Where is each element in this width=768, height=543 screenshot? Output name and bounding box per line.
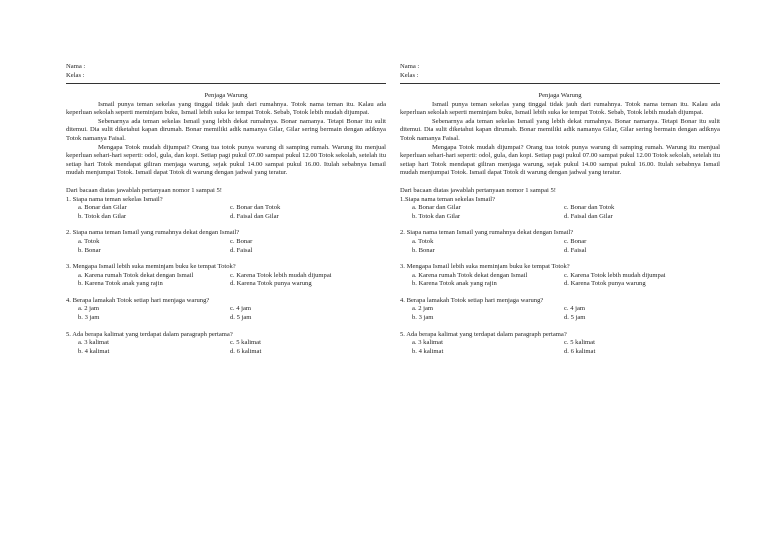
answer-options [66,305,386,322]
question-block [66,263,386,289]
answer-options [66,238,386,255]
header-divider [66,83,386,84]
option-a: a. Totok [412,237,434,245]
question-block [66,196,386,222]
question-block [400,297,720,323]
option-a: a. 2 jam [412,305,434,313]
option-c: c. 5 kalimat [564,339,595,347]
question-text: 3. Mengapa Ismail lebih suka meminjam buku ke tempat Totok? [400,263,570,271]
story-paragraph [66,118,386,144]
header-divider [400,83,720,84]
option-b: b. Totok dan Gilar [412,212,461,220]
story-paragraph [400,101,720,118]
question-text: 1. Siapa nama teman sekelas Ismail? [66,195,163,203]
paragraph-text: Ismail punya teman sekelas yang tinggal tidak jauh dari rumahnya. Totok nama teman itu. Kalau ada keperluan sekolah seperti meminjam buku, Ismail lebih suka ke tempat Totok. Sebab, Totok lebih mudah dijumpai. [400,100,720,117]
option-d: d. Faisal dan Gilar [564,212,613,220]
question-text: 4. Berapa lamakah Totok setiap hari menjaga warung? [400,296,544,304]
question-text: 5. Ada berapa kalimat yang terdapat dalam paragraph pertama? [66,330,233,338]
question-block [400,263,720,289]
option-c: c. Bonar dan Totok [564,204,615,212]
option-a: a. Bonar dan Gilar [78,204,127,212]
question-text: 2. Siapa nama teman Ismail yang rumahnya dekat dengan Ismail? [400,229,574,237]
paragraph-text: Sebenarnya ada teman sekelas Ismail yang lebih dekat rumahnya. Bonar namanya. Tetapi Bonar itu sulit ditemui. Dia sulit diketahui kapan dirumah. Bonar memiliki adik namanya Gilar, Gilar sering bermain dengan adiknya Totok namanya Faisal. [400,117,720,142]
option-d: d. 6 kalimat [230,347,262,355]
question-block [66,229,386,255]
answer-options [66,272,386,289]
answer-options [400,238,720,255]
option-c: c. Bonar dan Totok [230,204,281,212]
option-d: d. Faisal [230,246,253,254]
option-b: b. Karena Totok anak yang rajin [78,280,163,288]
option-d: d. Karena Totok punya warung [564,280,646,288]
option-a: a. Karena rumah Totok dekat dengan Ismail [412,271,528,279]
class-field-label: Kelas : [400,72,419,79]
paragraph-text: Ismail punya teman sekelas yang tinggal tidak jauh dari rumahnya. Totok nama teman itu. Kalau ada keperluan sekolah seperti meminjam buku, Ismail lebih suka ke tempat Totok. Sebab, Totok lebih mudah dijumpai. [66,100,386,117]
question-text: 5. Ada berapa kalimat yang terdapat dalam paragraph pertama? [400,330,567,338]
option-d: d. Faisal [564,246,587,254]
option-b: b. Karena Totok anak yang rajin [412,280,497,288]
option-c: c. 5 kalimat [230,339,261,347]
option-d: d. 5 jam [564,314,586,322]
option-d: d. 6 kalimat [564,347,596,355]
option-a: a. 3 kalimat [412,339,443,347]
question-block [400,229,720,255]
instructions: Dari bacaan diatas jawablah pertanyaan nomor 1 sampai 5! [66,186,222,194]
instructions: Dari bacaan diatas jawablah pertanyaan nomor 1 sampai 5! [400,186,556,194]
paragraph-text: Sebenarnya ada teman sekelas Ismail yang lebih dekat rumahnya. Bonar namanya. Tetapi Bonar itu sulit ditemui. Dia sulit diketahui kapan dirumah. Bonar memiliki adik namanya Gilar, Gilar sering bermain dengan adiknya Totok namanya Faisal. [66,117,386,142]
option-b: b. Totok dan Gilar [78,212,127,220]
option-b: b. 4 kalimat [412,347,444,355]
paragraph-text: Mengapa Totok mudah dijumpai? Orang tua totok punya warung di samping rumah. Warung itu menjual keperluan sehari-hari seperti: odol, gula, dan kopi. Setiap pagi pukul 07.00 sampai pukul 12.00 Totok sekolah, setelah itu setiap hari Totok mendapat giliran menjaga warung, sejak pukul 14.00 sampai pukul 16.00. Itulah sebabnya Ismail mudah menjumpai Totok. Ismail dapat Totok di warung dengan jadwal yang teratur. [400,143,720,177]
class-field-label: Kelas : [66,72,85,79]
answer-options [400,204,720,221]
name-field-label: Nama : [66,63,86,70]
answer-options [400,305,720,322]
option-b: b. 3 jam [78,314,100,322]
question-text: 2. Siapa nama teman Ismail yang rumahnya dekat dengan Ismail? [66,229,240,237]
option-c: c. Bonar [230,237,253,245]
option-a: a. Totok [78,237,100,245]
option-b: b. 3 jam [412,314,434,322]
story-paragraph [66,101,386,118]
story-title: Penjaga Warung [204,92,248,99]
story-paragraph [400,118,720,144]
answer-options [66,204,386,221]
question-block [400,331,720,357]
story-paragraph [66,144,386,178]
answer-options [400,339,720,356]
worksheet-right [400,63,720,364]
story-title: Penjaga Warung [538,92,582,99]
worksheet-left [66,63,386,364]
answer-options [66,339,386,356]
question-block [66,297,386,323]
question-text: 1.Siapa nama teman sekelas Ismail? [400,195,496,203]
option-d: d. 5 jam [230,314,252,322]
option-d: d. Karena Totok punya warung [230,280,312,288]
paragraph-text: Mengapa Totok mudah dijumpai? Orang tua totok punya warung di samping rumah. Warung itu menjual keperluan sehari-hari seperti: odol, gula, dan kopi. Setiap pagi pukul 07.00 sampai pukul 12.00 Totok sekolah, setelah itu setiap hari Totok mendapat giliran menjaga warung, sejak pukul 14.00 sampai pukul 16.00. Itulah sebabnya Ismail mudah menjumpai Totok. Ismail dapat Totok di warung dengan jadwal yang teratur. [66,143,386,177]
option-a: a. 2 jam [78,305,100,313]
option-b: b. Bonar [78,246,101,254]
question-text: 3. Mengapa Ismail lebih suka meminjam buku ke tempat Totok? [66,263,236,271]
option-d: d. Faisal dan Gilar [230,212,279,220]
question-text: 4. Berapa lamakah Totok setiap hari menjaga warung? [66,296,210,304]
option-c: c. Karena Totok lebih mudah dijumpai [230,271,332,279]
option-a: a. 3 kalimat [78,339,109,347]
story-paragraph [400,144,720,178]
option-b: b. 4 kalimat [78,347,110,355]
answer-options [400,272,720,289]
option-c: c. 4 jam [564,305,586,313]
option-b: b. Bonar [412,246,435,254]
option-a: a. Karena rumah Totok dekat dengan Ismail [78,271,194,279]
question-block [400,196,720,222]
question-block [66,331,386,357]
option-c: c. Karena Totok lebih mudah dijumpai [564,271,666,279]
name-field-label: Nama : [400,63,420,70]
option-a: a. Bonar dan Gilar [412,204,461,212]
option-c: c. 4 jam [230,305,252,313]
option-c: c. Bonar [564,237,587,245]
